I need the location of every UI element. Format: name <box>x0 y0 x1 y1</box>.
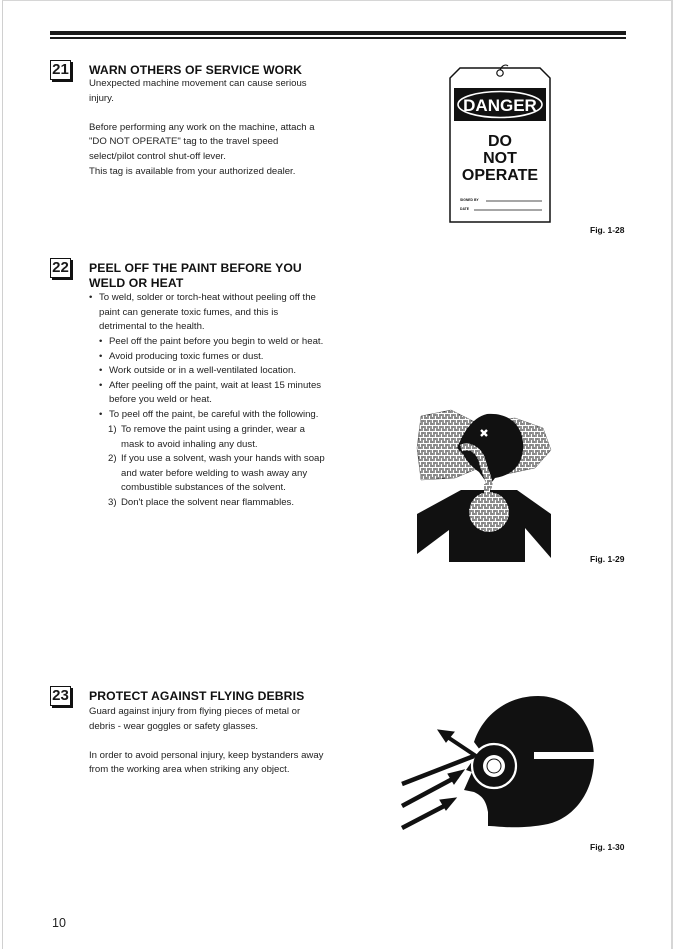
bullet-item <box>99 350 323 365</box>
section-number-22: 22 <box>50 258 71 278</box>
body-line: select/pilot control shut-off lever. <box>89 150 226 162</box>
body-line: "DO NOT OPERATE" tag to the travel speed <box>89 136 279 148</box>
danger-tag-icon <box>448 62 552 224</box>
item-line: To remove the paint using a grinder, wear a <box>121 424 305 435</box>
bullet-glyph: • <box>99 379 103 391</box>
item-number: 1) <box>108 424 117 435</box>
section-21-body <box>89 77 315 179</box>
lungs-fumes <box>469 492 509 532</box>
bullet-line: Work outside or in a well-ventilated location. <box>109 365 296 377</box>
numbered-item <box>108 423 325 452</box>
bullet-item <box>99 379 323 408</box>
tag-line-not: NOT <box>483 150 517 167</box>
section-number-21: 21 <box>50 60 71 80</box>
bullet-line: before you weld or heat. <box>109 394 212 406</box>
item-line: and water before welding to wash away any <box>121 467 308 479</box>
bullet-item <box>99 408 323 423</box>
section-22-heading <box>89 261 302 291</box>
heading-line: WARN OTHERS OF SERVICE WORK <box>89 63 303 77</box>
header-rule-thick <box>50 31 626 35</box>
tag-field-date: DATE <box>460 207 469 211</box>
page-number: 10 <box>52 916 66 930</box>
section-22-bullets <box>99 335 323 423</box>
item-line: combustible substances of the solvent. <box>121 482 286 494</box>
figure-caption-1-29: Fig. 1-29 <box>590 554 625 564</box>
item-line: If you use a solvent, wash your hands with soap <box>121 453 325 465</box>
tag-line-operate: OPERATE <box>461 167 539 184</box>
item-line: Don't place the solvent near flammables. <box>121 496 295 508</box>
heading-line: PROTECT AGAINST FLYING DEBRIS <box>89 689 305 703</box>
tag-field-signed-by: SIGNED BY <box>460 198 479 202</box>
goggle-strap <box>534 752 594 759</box>
tag-line-do: DO <box>488 133 512 150</box>
deflected-arrow <box>446 736 476 756</box>
goggles-debris-icon <box>398 692 598 832</box>
body-line: This tag is available from your authorized dealer. <box>89 165 296 177</box>
section-22-intro <box>89 291 316 335</box>
item-line: mask to avoid inhaling any dust. <box>121 438 258 450</box>
body-line: debris - wear goggles or safety glasses. <box>89 720 259 732</box>
section-number-23: 23 <box>50 686 71 706</box>
paragraph-gap <box>89 734 323 749</box>
section-21-heading <box>89 63 302 78</box>
numbered-item <box>108 452 325 496</box>
incoming-arrow-3 <box>402 804 448 828</box>
bullet-line: Peel off the paint before you begin to weld or heat. <box>109 336 324 347</box>
section-23-body <box>89 705 323 778</box>
heading-line: WELD OR HEAT <box>89 276 184 290</box>
debris-arrows <box>402 730 476 828</box>
item-number: 3) <box>108 496 117 508</box>
bullet-item <box>99 364 323 379</box>
item-number: 2) <box>108 453 117 465</box>
body-line: Unexpected machine movement can cause serious <box>89 78 307 89</box>
intro-bullet <box>89 291 316 335</box>
figure-caption-1-28: Fig. 1-28 <box>590 225 625 235</box>
bullet-line: To peel off the paint, be careful with the following. <box>109 408 319 420</box>
bullet-glyph: • <box>99 365 103 377</box>
body-line: Guard against injury from flying pieces of metal or <box>89 706 301 717</box>
figure-caption-1-30: Fig. 1-30 <box>590 842 625 852</box>
bullet-glyph: • <box>99 350 103 362</box>
bullet-line: To weld, solder or torch-heat without peeling off the <box>99 292 316 303</box>
numbered-item <box>108 496 325 511</box>
bullet-glyph: • <box>99 408 103 420</box>
body-line: In order to avoid personal injury, keep bystanders away <box>89 749 324 761</box>
bullet-item <box>99 335 323 350</box>
bullet-line: After peeling off the paint, wait at least 15 minutes <box>109 379 322 391</box>
tag-header-text: DANGER <box>463 96 537 115</box>
section-22-numbered-list <box>108 423 325 511</box>
bullet-glyph: • <box>99 336 103 347</box>
body-line: injury. <box>89 92 114 104</box>
bullet-glyph: • <box>89 292 93 303</box>
bullet-line: Avoid producing toxic fumes or dust. <box>109 350 264 362</box>
bullet-line: detrimental to the health. <box>99 321 205 333</box>
section-23-heading <box>89 689 304 704</box>
paragraph-gap <box>89 106 315 121</box>
body-line: Before performing any work on the machine, attach a <box>89 121 315 133</box>
toxic-fumes-icon <box>415 408 555 563</box>
heading-line: PEEL OFF THE PAINT BEFORE YOU <box>89 261 302 275</box>
body-line: from the working area when striking any object. <box>89 764 290 776</box>
header-rule-thin <box>50 37 626 39</box>
bullet-line: paint can generate toxic fumes, and this is <box>99 306 279 318</box>
